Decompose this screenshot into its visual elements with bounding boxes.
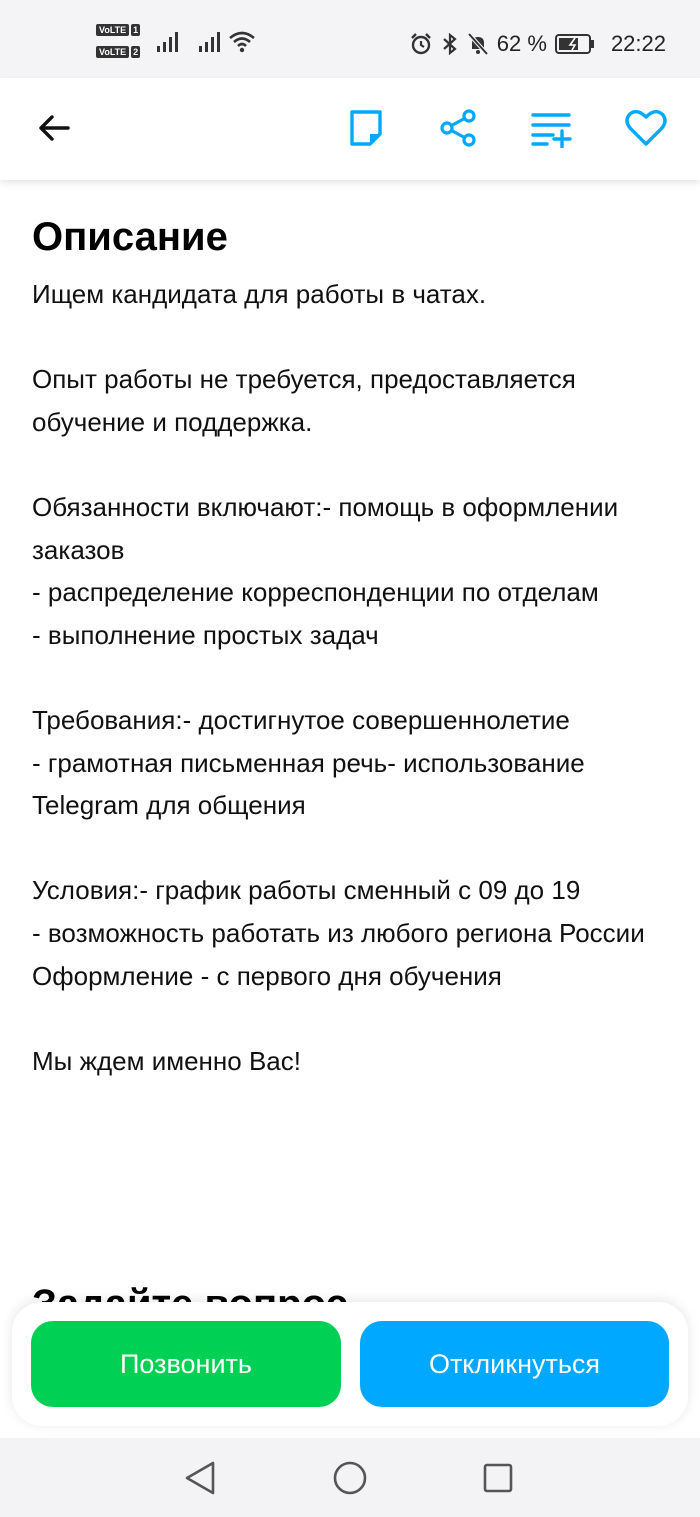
nav-back-icon [183, 1460, 217, 1496]
note-button[interactable] [338, 100, 394, 156]
clock: 22:22 [610, 31, 666, 56]
status-right [409, 28, 666, 60]
battery-icon [555, 33, 595, 55]
top-app-bar [0, 78, 700, 180]
note-icon [348, 108, 384, 148]
section-title-description: Описание [32, 215, 228, 259]
volte-tag: VoLTE [96, 46, 129, 58]
share-button[interactable] [430, 100, 486, 156]
share-icon [438, 108, 478, 148]
favorite-button[interactable] [618, 100, 674, 156]
add-to-list-button[interactable] [524, 100, 580, 156]
alarm-icon [409, 32, 433, 56]
sim-slot: 1 [133, 25, 139, 35]
add-to-list-icon [531, 108, 573, 148]
respond-button[interactable]: Откликнуться [360, 1321, 669, 1407]
volte-tag: VoLTE [96, 24, 129, 36]
bluetooth-icon [441, 32, 459, 56]
job-description: Ищем кандидата для работы в чатах. Опыт работы не требуется, предоставляется обучение и поддержка. Обязанности включают:- помощь в оформлении заказов - распределение корреспонденции по отделам - выполнение простых задач Требования:- достигнутое совершеннолетие - грамотная письменная речь- использование Telegram для общения Условия:- график работы сменный с 09 до 19 - возможность работать из любого региона России Оформление - с первого дня обучения Мы ждем именно Вас! [32, 279, 645, 1076]
wifi-icon [228, 30, 256, 54]
signal-icon [156, 30, 180, 54]
mute-icon [467, 32, 489, 56]
nav-recent-icon [481, 1461, 515, 1495]
nav-back-button[interactable] [180, 1458, 220, 1498]
back-arrow-icon [36, 110, 72, 146]
nav-home-button[interactable] [330, 1458, 370, 1498]
back-button[interactable] [26, 100, 82, 156]
battery-percent: 62 % [496, 31, 547, 56]
system-nav-bar [0, 1438, 700, 1517]
volte-sim2 [96, 46, 140, 58]
heart-icon [625, 109, 667, 147]
call-button[interactable]: Позвонить [31, 1321, 341, 1407]
nav-recent-button[interactable] [478, 1458, 518, 1498]
sim-slot: 2 [133, 47, 139, 57]
action-panel [12, 1302, 688, 1426]
main-content [32, 180, 672, 1082]
volte-sim1 [96, 24, 140, 36]
content-strip [0, 1426, 700, 1438]
signal-icon [198, 30, 222, 54]
nav-home-icon [331, 1459, 369, 1497]
status-bar [0, 0, 700, 78]
